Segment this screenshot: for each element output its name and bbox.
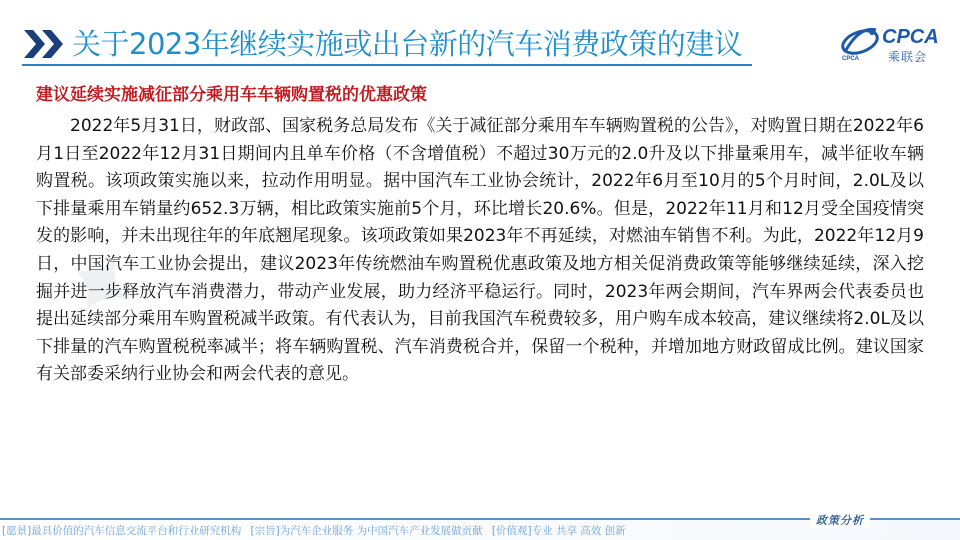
footer-section-label: 政策分析: [810, 512, 870, 528]
watermark: ✦: [37, 217, 164, 355]
double-chevron-icon: [24, 30, 70, 58]
logo-small-text: CPCA: [842, 56, 860, 62]
logo-text: CPCA: [882, 26, 939, 48]
cpca-logo: [832, 16, 942, 66]
footer-slogans: [2, 523, 632, 538]
body-paragraph: 2022年5月31日，财政部、国家税务总局发布《关于减征部分乘用车车辆购置税的公告》，对购置日期在2022年6月1日至2022年12月31日期间内且单车价格（不含增值税）不超过30万元的2.0升及以下排量乘用车，减半征收车辆购置税。该项政策实施以来，拉动作用明显。据中国汽车工业协会统计，2022年6月至10月的5个月时间，2.0L及以下排量乘用车销量约652.3万辆，相比政策实施前5个月，环比增长20.6%。但是，2022年11月和12月受全国疫情突发的影响，并未出现往年的年底翘尾现象。该项政策如果2023年不再延续，对燃油车销售不利。为此，2022年12月9日，中国汽车工业协会提出，建议2023年传统燃油车购置税优惠政策及地方相关促消费政策等能够继续延续，深入挖掘并进一步释放汽车消费潜力，带动产业发展，助力经济平稳运行。同时，2023年两会期间，汽车界两会代表委员也提出延续部分乘用车购置税减半政策。有代表认为，目前我国汽车税费较多，用户购车成本较高，建议继续将2.0L及以下排量的汽车购置税税率减半；将车辆购置税、汽车消费税合并，保留一个税种，并增加地方财政留成比例。建议国家有关部委采纳行业协会和两会代表的意见。: [36, 116, 924, 385]
logo-subtext: 乘联会: [888, 50, 928, 64]
page-title: 关于2023年继续实施或出台新的汽车消费政策的建议: [72, 27, 743, 61]
slide-header: [0, 0, 960, 72]
title-underline: [22, 64, 752, 66]
footer-values: [价值观]专业 共享 高效 创新: [491, 525, 626, 537]
footer-vision: [愿景]最具价值的汽车信息交流平台和行业研究机构: [2, 525, 242, 537]
section-subtitle: 建议延续实施减征部分乘用车车辆购置税的优惠政策: [36, 85, 427, 105]
footer-mission: [宗旨]为汽车企业服务 为中国汽车产业发展做贡献: [250, 525, 483, 537]
